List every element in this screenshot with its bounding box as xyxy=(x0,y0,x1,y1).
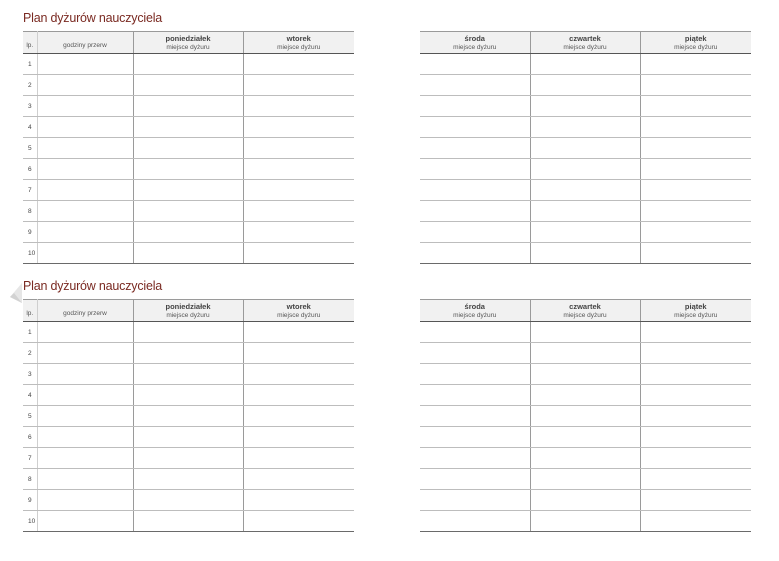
duty-cell[interactable] xyxy=(640,490,751,511)
duty-cell[interactable] xyxy=(640,243,751,264)
table-row xyxy=(420,138,751,159)
breaks-cell[interactable] xyxy=(37,201,133,222)
duty-cell[interactable] xyxy=(420,159,530,180)
duty-cell[interactable] xyxy=(133,222,243,243)
row-number: 4 xyxy=(23,117,37,138)
row-number: 1 xyxy=(23,322,37,343)
duty-cell[interactable] xyxy=(530,159,640,180)
row-number: 7 xyxy=(23,180,37,201)
duty-cell[interactable] xyxy=(133,75,243,96)
duty-cell[interactable] xyxy=(243,427,354,448)
duty-cell[interactable] xyxy=(530,222,640,243)
duty-cell[interactable] xyxy=(133,138,243,159)
duty-cell[interactable] xyxy=(420,54,530,75)
duty-cell[interactable] xyxy=(420,322,530,343)
breaks-cell[interactable] xyxy=(37,159,133,180)
row-number: 8 xyxy=(23,201,37,222)
duty-cell[interactable] xyxy=(133,54,243,75)
duty-cell[interactable] xyxy=(133,511,243,532)
duty-cell[interactable] xyxy=(530,427,640,448)
breaks-cell[interactable] xyxy=(37,385,133,406)
table-row xyxy=(23,385,354,406)
breaks-cell[interactable] xyxy=(37,343,133,364)
duty-cell[interactable] xyxy=(243,117,354,138)
duty-cell[interactable] xyxy=(243,180,354,201)
breaks-cell[interactable] xyxy=(37,364,133,385)
row-number: 10 xyxy=(23,243,37,264)
duty-cell[interactable] xyxy=(640,448,751,469)
duty-cell[interactable] xyxy=(640,406,751,427)
day-header-wednesday: środa miejsce dyżuru xyxy=(420,300,530,322)
duty-cell[interactable] xyxy=(640,117,751,138)
duty-cell[interactable] xyxy=(420,138,530,159)
row-number: 8 xyxy=(23,469,37,490)
table-row xyxy=(420,385,751,406)
breaks-cell[interactable] xyxy=(37,490,133,511)
duty-cell[interactable] xyxy=(530,75,640,96)
breaks-cell[interactable] xyxy=(37,75,133,96)
duty-cell[interactable] xyxy=(243,511,354,532)
duty-cell[interactable] xyxy=(243,96,354,117)
table-row xyxy=(420,427,751,448)
row-number: 7 xyxy=(23,448,37,469)
table-row xyxy=(23,180,354,201)
duty-cell[interactable] xyxy=(420,201,530,222)
duty-cell[interactable] xyxy=(133,364,243,385)
duty-cell[interactable] xyxy=(530,406,640,427)
table-row xyxy=(23,427,354,448)
table-row xyxy=(23,96,354,117)
duty-table-left xyxy=(23,31,354,264)
duty-cell[interactable] xyxy=(640,364,751,385)
day-header-thursday: czwartek miejsce dyżuru xyxy=(530,300,640,322)
duty-cell[interactable] xyxy=(530,201,640,222)
breaks-header: godziny przerw xyxy=(37,32,133,54)
duty-cell[interactable] xyxy=(640,96,751,117)
lp-header: lp. xyxy=(23,32,37,54)
duty-cell[interactable] xyxy=(243,385,354,406)
table-row xyxy=(420,490,751,511)
table-row xyxy=(23,490,354,511)
duty-cell[interactable] xyxy=(530,180,640,201)
duty-table-right xyxy=(420,31,751,264)
duty-cell[interactable] xyxy=(243,490,354,511)
duty-cell[interactable] xyxy=(420,490,530,511)
duty-cell[interactable] xyxy=(420,117,530,138)
duty-cell[interactable] xyxy=(640,75,751,96)
breaks-cell[interactable] xyxy=(37,96,133,117)
duty-cell[interactable] xyxy=(640,511,751,532)
duty-cell[interactable] xyxy=(640,385,751,406)
duty-cell[interactable] xyxy=(530,511,640,532)
table-row xyxy=(23,138,354,159)
duty-cell[interactable] xyxy=(530,117,640,138)
duty-cell[interactable] xyxy=(420,243,530,264)
table-row xyxy=(420,469,751,490)
duty-cell[interactable] xyxy=(243,75,354,96)
breaks-cell[interactable] xyxy=(37,406,133,427)
table-row xyxy=(420,117,751,138)
breaks-header: godziny przerw xyxy=(37,300,133,322)
duty-cell[interactable] xyxy=(530,448,640,469)
breaks-cell[interactable] xyxy=(37,138,133,159)
duty-cell[interactable] xyxy=(420,96,530,117)
duty-cell[interactable] xyxy=(243,364,354,385)
row-number: 2 xyxy=(23,75,37,96)
duty-cell[interactable] xyxy=(133,201,243,222)
duty-cell[interactable] xyxy=(243,469,354,490)
duty-cell[interactable] xyxy=(243,201,354,222)
duty-cell[interactable] xyxy=(243,343,354,364)
duty-cell[interactable] xyxy=(133,448,243,469)
duty-cell[interactable] xyxy=(640,159,751,180)
duty-cell[interactable] xyxy=(530,138,640,159)
duty-cell[interactable] xyxy=(420,385,530,406)
breaks-cell[interactable] xyxy=(37,427,133,448)
breaks-cell[interactable] xyxy=(37,469,133,490)
duty-cell[interactable] xyxy=(133,385,243,406)
duty-cell[interactable] xyxy=(420,343,530,364)
duty-cell[interactable] xyxy=(243,54,354,75)
duty-cell[interactable] xyxy=(530,469,640,490)
duty-cell[interactable] xyxy=(243,448,354,469)
duty-cell[interactable] xyxy=(420,75,530,96)
page-fold-icon xyxy=(0,283,22,303)
duty-cell[interactable] xyxy=(133,490,243,511)
breaks-cell[interactable] xyxy=(37,322,133,343)
row-number: 5 xyxy=(23,406,37,427)
breaks-cell[interactable] xyxy=(37,222,133,243)
table-row xyxy=(23,511,354,532)
duty-cell[interactable] xyxy=(420,469,530,490)
table-row xyxy=(420,75,751,96)
duty-cell[interactable] xyxy=(640,201,751,222)
day-header-monday: poniedziałek miejsce dyżuru xyxy=(133,32,243,54)
breaks-cell[interactable] xyxy=(37,54,133,75)
duty-cell[interactable] xyxy=(420,222,530,243)
lp-header: lp. xyxy=(23,300,37,322)
table-row xyxy=(420,406,751,427)
row-number: 6 xyxy=(23,159,37,180)
row-number: 10 xyxy=(23,511,37,532)
duty-cell[interactable] xyxy=(640,138,751,159)
row-number: 1 xyxy=(23,54,37,75)
duty-cell[interactable] xyxy=(420,448,530,469)
duty-cell[interactable] xyxy=(243,159,354,180)
duty-cell[interactable] xyxy=(243,243,354,264)
day-header-friday: piątek miejsce dyżuru xyxy=(640,32,751,54)
breaks-cell[interactable] xyxy=(37,511,133,532)
page-title: Plan dyżurów nauczyciela xyxy=(23,279,163,293)
duty-cell[interactable] xyxy=(530,96,640,117)
table-row xyxy=(23,117,354,138)
duty-cell[interactable] xyxy=(133,96,243,117)
table-row xyxy=(23,222,354,243)
duty-cell[interactable] xyxy=(133,159,243,180)
duty-cell[interactable] xyxy=(640,222,751,243)
row-number: 3 xyxy=(23,364,37,385)
duty-cell[interactable] xyxy=(243,138,354,159)
row-number: 2 xyxy=(23,343,37,364)
duty-cell[interactable] xyxy=(420,427,530,448)
duty-cell[interactable] xyxy=(640,427,751,448)
duty-table-left xyxy=(23,299,354,532)
table-row xyxy=(420,159,751,180)
table-row xyxy=(23,243,354,264)
duty-cell[interactable] xyxy=(133,243,243,264)
duty-cell[interactable] xyxy=(530,364,640,385)
table-row xyxy=(23,448,354,469)
duty-cell[interactable] xyxy=(133,406,243,427)
breaks-cell[interactable] xyxy=(37,448,133,469)
day-header-tuesday: wtorek miejsce dyżuru xyxy=(243,32,354,54)
table-row xyxy=(23,322,354,343)
table-row xyxy=(23,201,354,222)
table-row xyxy=(420,54,751,75)
duty-cell[interactable] xyxy=(243,322,354,343)
duty-cell[interactable] xyxy=(530,385,640,406)
row-number: 9 xyxy=(23,490,37,511)
duty-cell[interactable] xyxy=(133,469,243,490)
table-row xyxy=(420,243,751,264)
duty-cell[interactable] xyxy=(420,406,530,427)
row-number: 5 xyxy=(23,138,37,159)
table-row xyxy=(420,343,751,364)
row-number: 9 xyxy=(23,222,37,243)
duty-table-right xyxy=(420,299,751,532)
day-header-monday: poniedziałek miejsce dyżuru xyxy=(133,300,243,322)
duty-cell[interactable] xyxy=(420,180,530,201)
duty-cell[interactable] xyxy=(640,54,751,75)
table-row xyxy=(420,96,751,117)
duty-cell[interactable] xyxy=(530,54,640,75)
duty-cell[interactable] xyxy=(133,180,243,201)
table-row xyxy=(420,322,751,343)
duty-cell[interactable] xyxy=(640,469,751,490)
table-row xyxy=(23,159,354,180)
day-header-tuesday: wtorek miejsce dyżuru xyxy=(243,300,354,322)
row-number: 6 xyxy=(23,427,37,448)
duty-cell[interactable] xyxy=(530,243,640,264)
duty-cell[interactable] xyxy=(640,343,751,364)
duty-cell[interactable] xyxy=(420,364,530,385)
table-row xyxy=(420,222,751,243)
table-row xyxy=(23,343,354,364)
row-number: 4 xyxy=(23,385,37,406)
duty-cell[interactable] xyxy=(243,222,354,243)
duty-cell[interactable] xyxy=(530,343,640,364)
duty-cell[interactable] xyxy=(133,117,243,138)
duty-cell[interactable] xyxy=(133,427,243,448)
table-row xyxy=(23,364,354,385)
table-row xyxy=(420,448,751,469)
duty-cell[interactable] xyxy=(243,406,354,427)
breaks-cell[interactable] xyxy=(37,180,133,201)
duty-cell[interactable] xyxy=(530,322,640,343)
table-row xyxy=(420,511,751,532)
table-row xyxy=(420,364,751,385)
table-row xyxy=(23,75,354,96)
table-row xyxy=(23,406,354,427)
day-header-thursday: czwartek miejsce dyżuru xyxy=(530,32,640,54)
table-row xyxy=(23,469,354,490)
day-header-friday: piątek miejsce dyżuru xyxy=(640,300,751,322)
duty-cell[interactable] xyxy=(640,180,751,201)
day-header-wednesday: środa miejsce dyżuru xyxy=(420,32,530,54)
table-row xyxy=(420,201,751,222)
duty-cell[interactable] xyxy=(133,343,243,364)
row-number: 3 xyxy=(23,96,37,117)
duty-cell[interactable] xyxy=(420,511,530,532)
table-row xyxy=(420,180,751,201)
duty-cell[interactable] xyxy=(530,490,640,511)
breaks-cell[interactable] xyxy=(37,117,133,138)
duty-cell[interactable] xyxy=(133,322,243,343)
breaks-cell[interactable] xyxy=(37,243,133,264)
duty-cell[interactable] xyxy=(640,322,751,343)
page-title: Plan dyżurów nauczyciela xyxy=(23,11,163,25)
table-row xyxy=(23,54,354,75)
